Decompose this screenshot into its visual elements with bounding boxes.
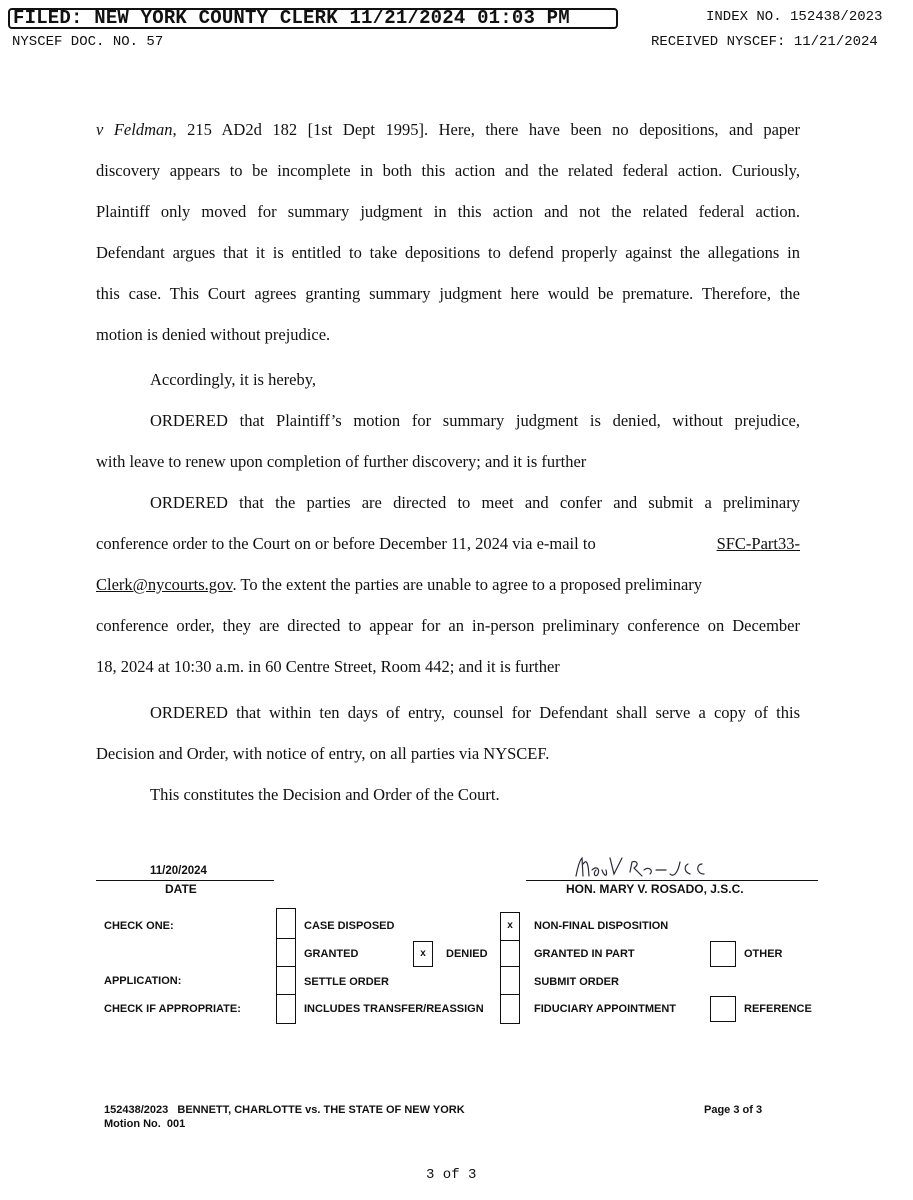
accordingly-line: Accordingly, it is hereby,	[150, 370, 317, 389]
granted-checkbox[interactable]	[276, 938, 296, 966]
application-label: APPLICATION:	[104, 975, 182, 987]
decision-body	[96, 120, 800, 810]
submit-order-checkbox[interactable]	[500, 966, 520, 994]
settle-order-label: SETTLE ORDER	[304, 976, 389, 988]
date-rule	[96, 880, 274, 881]
o2rest-line: conference order, they are directed to appear for an in-person preliminary conference on December	[96, 616, 800, 635]
includes-transfer-checkbox[interactable]	[276, 994, 296, 1024]
p1-line: this case. This Court agrees granting summary judgment here would be premature. Therefore, the	[96, 284, 800, 303]
granted-in-part-checkbox[interactable]	[500, 940, 520, 966]
citation-text: , 215 AD2d 182 [1st Dept 1995]. Here, there have been no depositions, and paper	[172, 120, 800, 139]
judge-signature	[570, 852, 730, 882]
order-confer-text: conference order to the Court on or before December 11, 2024 via e-mail to	[96, 534, 596, 553]
date-label: DATE	[165, 882, 197, 896]
closing-line: This constitutes the Decision and Order of the Court.	[150, 785, 500, 804]
o1-line: ORDERED that Plaintiff’s motion for summary judgment is denied, without prejudice,	[150, 411, 800, 430]
denied-checkbox[interactable]: x	[413, 941, 433, 967]
p1-line: motion is denied without prejudice.	[96, 325, 331, 344]
case-citation: v Feldman	[96, 120, 173, 139]
order-confer-line-3	[96, 575, 800, 595]
case-disposed-checkbox[interactable]	[276, 908, 296, 938]
decision-date: 11/20/2024	[150, 865, 207, 877]
nyscef-doc-number: NYSCEF DOC. NO. 57	[12, 34, 164, 50]
denied-label: DENIED	[446, 948, 488, 960]
check-one-label: CHECK ONE:	[104, 920, 174, 932]
o1-line: with leave to renew upon completion of further discovery; and it is further	[96, 452, 587, 471]
index-number: INDEX NO. 152438/2023	[706, 9, 883, 25]
case-caption: 152438/2023 BENNETT, CHARLOTTE vs. THE STATE OF NEW YORK	[104, 1104, 465, 1116]
order-confer-line-1: ORDERED that the parties are directed to meet and confer and submit a preliminary	[150, 493, 800, 512]
p1-line: Defendant argues that it is entitled to take depositions to defend properly against the allegations in	[96, 243, 800, 262]
signature-rule	[526, 880, 818, 881]
motion-number: Motion No. 001	[104, 1118, 186, 1130]
received-date: RECEIVED NYSCEF: 11/21/2024	[651, 34, 878, 50]
granted-in-part-label: GRANTED IN PART	[534, 948, 635, 960]
reference-checkbox[interactable]	[710, 996, 736, 1022]
clerk-email-link-part2[interactable]: Clerk@nycourts.gov	[96, 575, 233, 594]
includes-transfer-label: INCLUDES TRANSFER/REASSIGN	[304, 1003, 484, 1015]
o2rest-line: 18, 2024 at 10:30 a.m. in 60 Centre Street, Room 442; and it is further	[96, 657, 560, 676]
check-if-appropriate-label: CHECK IF APPROPRIATE:	[104, 1003, 241, 1015]
p1-line: Plaintiff only moved for summary judgment in this action and not the related federal action.	[96, 202, 800, 221]
fiduciary-label: FIDUCIARY APPOINTMENT	[534, 1003, 676, 1015]
case-disposed-label: CASE DISPOSED	[304, 920, 395, 932]
p1-line	[96, 120, 800, 140]
o3-line: Decision and Order, with notice of entry, on all parties via NYSCEF.	[96, 744, 550, 763]
non-final-checkbox[interactable]: x	[507, 920, 513, 931]
non-final-label: NON-FINAL DISPOSITION	[534, 920, 669, 932]
order-confer-text-cont: . To the extent the parties are unable to agree to a proposed preliminary	[232, 575, 703, 594]
o3-line: ORDERED that within ten days of entry, counsel for Defendant shall serve a copy of this	[150, 703, 800, 722]
p1-line: discovery appears to be incomplete in both this action and the related federal action. Curiously,	[96, 161, 800, 180]
settle-order-checkbox[interactable]	[276, 966, 296, 994]
page-number: 3 of 3	[426, 1167, 477, 1183]
other-label: OTHER	[744, 948, 783, 960]
other-checkbox[interactable]	[710, 941, 736, 967]
page-of-label: Page 3 of 3	[704, 1104, 763, 1116]
reference-label: REFERENCE	[744, 1003, 812, 1015]
filed-banner: FILED: NEW YORK COUNTY CLERK 11/21/2024 01:03 PM	[8, 8, 618, 29]
fiduciary-checkbox[interactable]	[500, 994, 520, 1024]
submit-order-label: SUBMIT ORDER	[534, 976, 619, 988]
order-confer-line-2	[96, 534, 800, 554]
clerk-email-link-part1[interactable]: SFC-Part33-	[716, 534, 800, 553]
granted-label: GRANTED	[304, 948, 359, 960]
judge-name: HON. MARY V. ROSADO, J.S.C.	[566, 882, 744, 896]
